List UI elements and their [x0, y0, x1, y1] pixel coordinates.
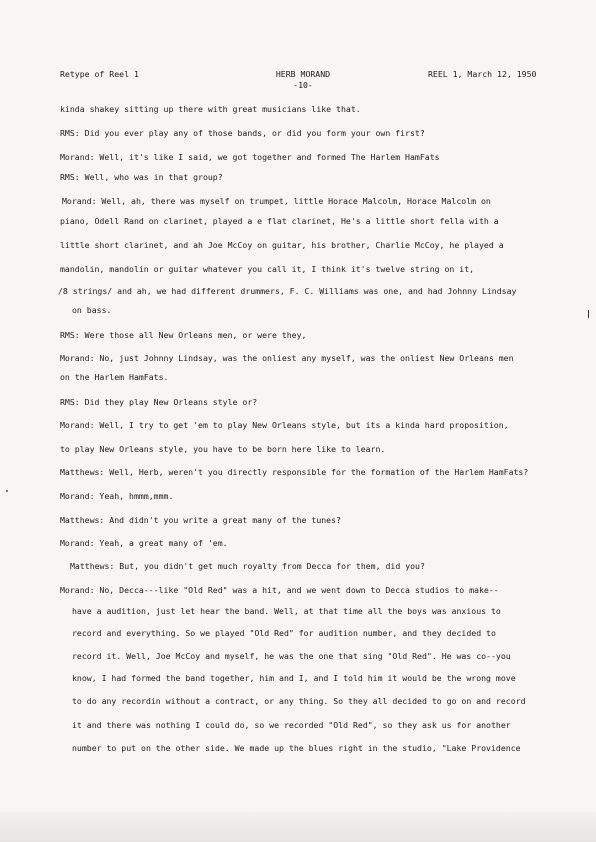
transcript-line: Morand: Well, it's like I said, we got together and formed The Harlem HamFats [60, 152, 440, 162]
transcript-line: RMS: Well, who was in that group? [60, 172, 223, 182]
transcript-line: on bass. [72, 305, 112, 315]
transcript-line: Morand: Yeah, a great many of 'em. [60, 538, 228, 548]
transcript-line: piano, Odell Rand on clarinet, played a e flat clarinet, He's a little short fella with a [60, 216, 499, 226]
transcript-line: record and everything. So we played "Old Red" for audition number, and they decided to [72, 628, 496, 638]
transcript-line: it and there was nothing I could do, so we recorded "Old Red", so they ask us for another [72, 720, 511, 730]
transcript-line: mandolin, mandolin or guitar whatever you call it, I think it's twelve string on it, [60, 264, 475, 274]
document-header-center [258, 69, 348, 90]
transcript-line: know, I had formed the band together, him and I, and I told him it would be the wrong move [72, 673, 516, 683]
transcript-line: have a audition, just let hear the band. Well, at that time all the boys was anxious to [72, 606, 501, 616]
transcript-line: RMS: Were those all New Orleans men, or were they, [60, 330, 307, 340]
document-header-left: Retype of Reel 1 [60, 69, 139, 79]
transcript-line: RMS: Did you ever play any of those bands, or did you form your own first? [60, 128, 425, 138]
transcript-line: Matthews: And didn't you write a great many of the tunes? [60, 515, 341, 525]
transcript-line: Morand: Well, I try to get 'em to play New Orleans style, but its a kinda hard proposition, [60, 420, 509, 430]
transcript-line: little short clarinet, and ah Joe McCoy on guitar, his brother, Charlie McCoy, he played a [60, 240, 504, 250]
transcript-line: to do any recordin without a contract, or any thing. So they all decided to go on and record [72, 696, 526, 706]
scan-speck [6, 490, 8, 492]
transcript-line: Matthews: But, you didn't get much royalty from Decca for them, did you? [70, 561, 425, 571]
transcript-line: Morand: Yeah, hmmm,mmm. [60, 491, 174, 501]
page-bottom-shadow [0, 812, 596, 842]
page-number: -10- [293, 80, 313, 90]
transcript-line: kinda shakey sitting up there with great musicians like that. [60, 104, 361, 114]
margin-mark [588, 310, 589, 318]
transcript-line: Morand: Well, ah, there was myself on trumpet, little Horace Malcolm, Horace Malcolm on [62, 196, 491, 206]
transcript-line: record it. Well, Joe McCoy and myself, he was the one that sing "Old Red". He was co--you [72, 651, 511, 661]
document-header-right: REEL 1, March 12, 1950 [428, 69, 537, 79]
transcript-line: Matthews: Well, Herb, weren't you directly responsible for the formation of the Harlem HamFats? [60, 467, 529, 477]
transcript-line: to play New Orleans style, you have to be born here like to learn. [60, 444, 386, 454]
transcript-line: number to put on the other side. We made up the blues right in the studio, "Lake Providence [72, 743, 521, 753]
transcript-line: RMS: Did they play New Orleans style or? [60, 397, 258, 407]
transcript-line: Morand: No, Decca---like "Old Red" was a hit, and we went down to Decca studios to make-- [60, 585, 499, 595]
transcript-line: on the Harlem HamFats. [60, 372, 169, 382]
transcript-line: /8 strings/ and ah, we had different drummers, F. C. Williams was one, and had Johnny Lindsay [58, 286, 517, 296]
transcript-line: Morand: No, just Johnny Lindsay, was the onliest any myself, was the onliest New Orleans men [60, 353, 514, 363]
interviewee-name: HERB MORAND [275, 69, 331, 79]
